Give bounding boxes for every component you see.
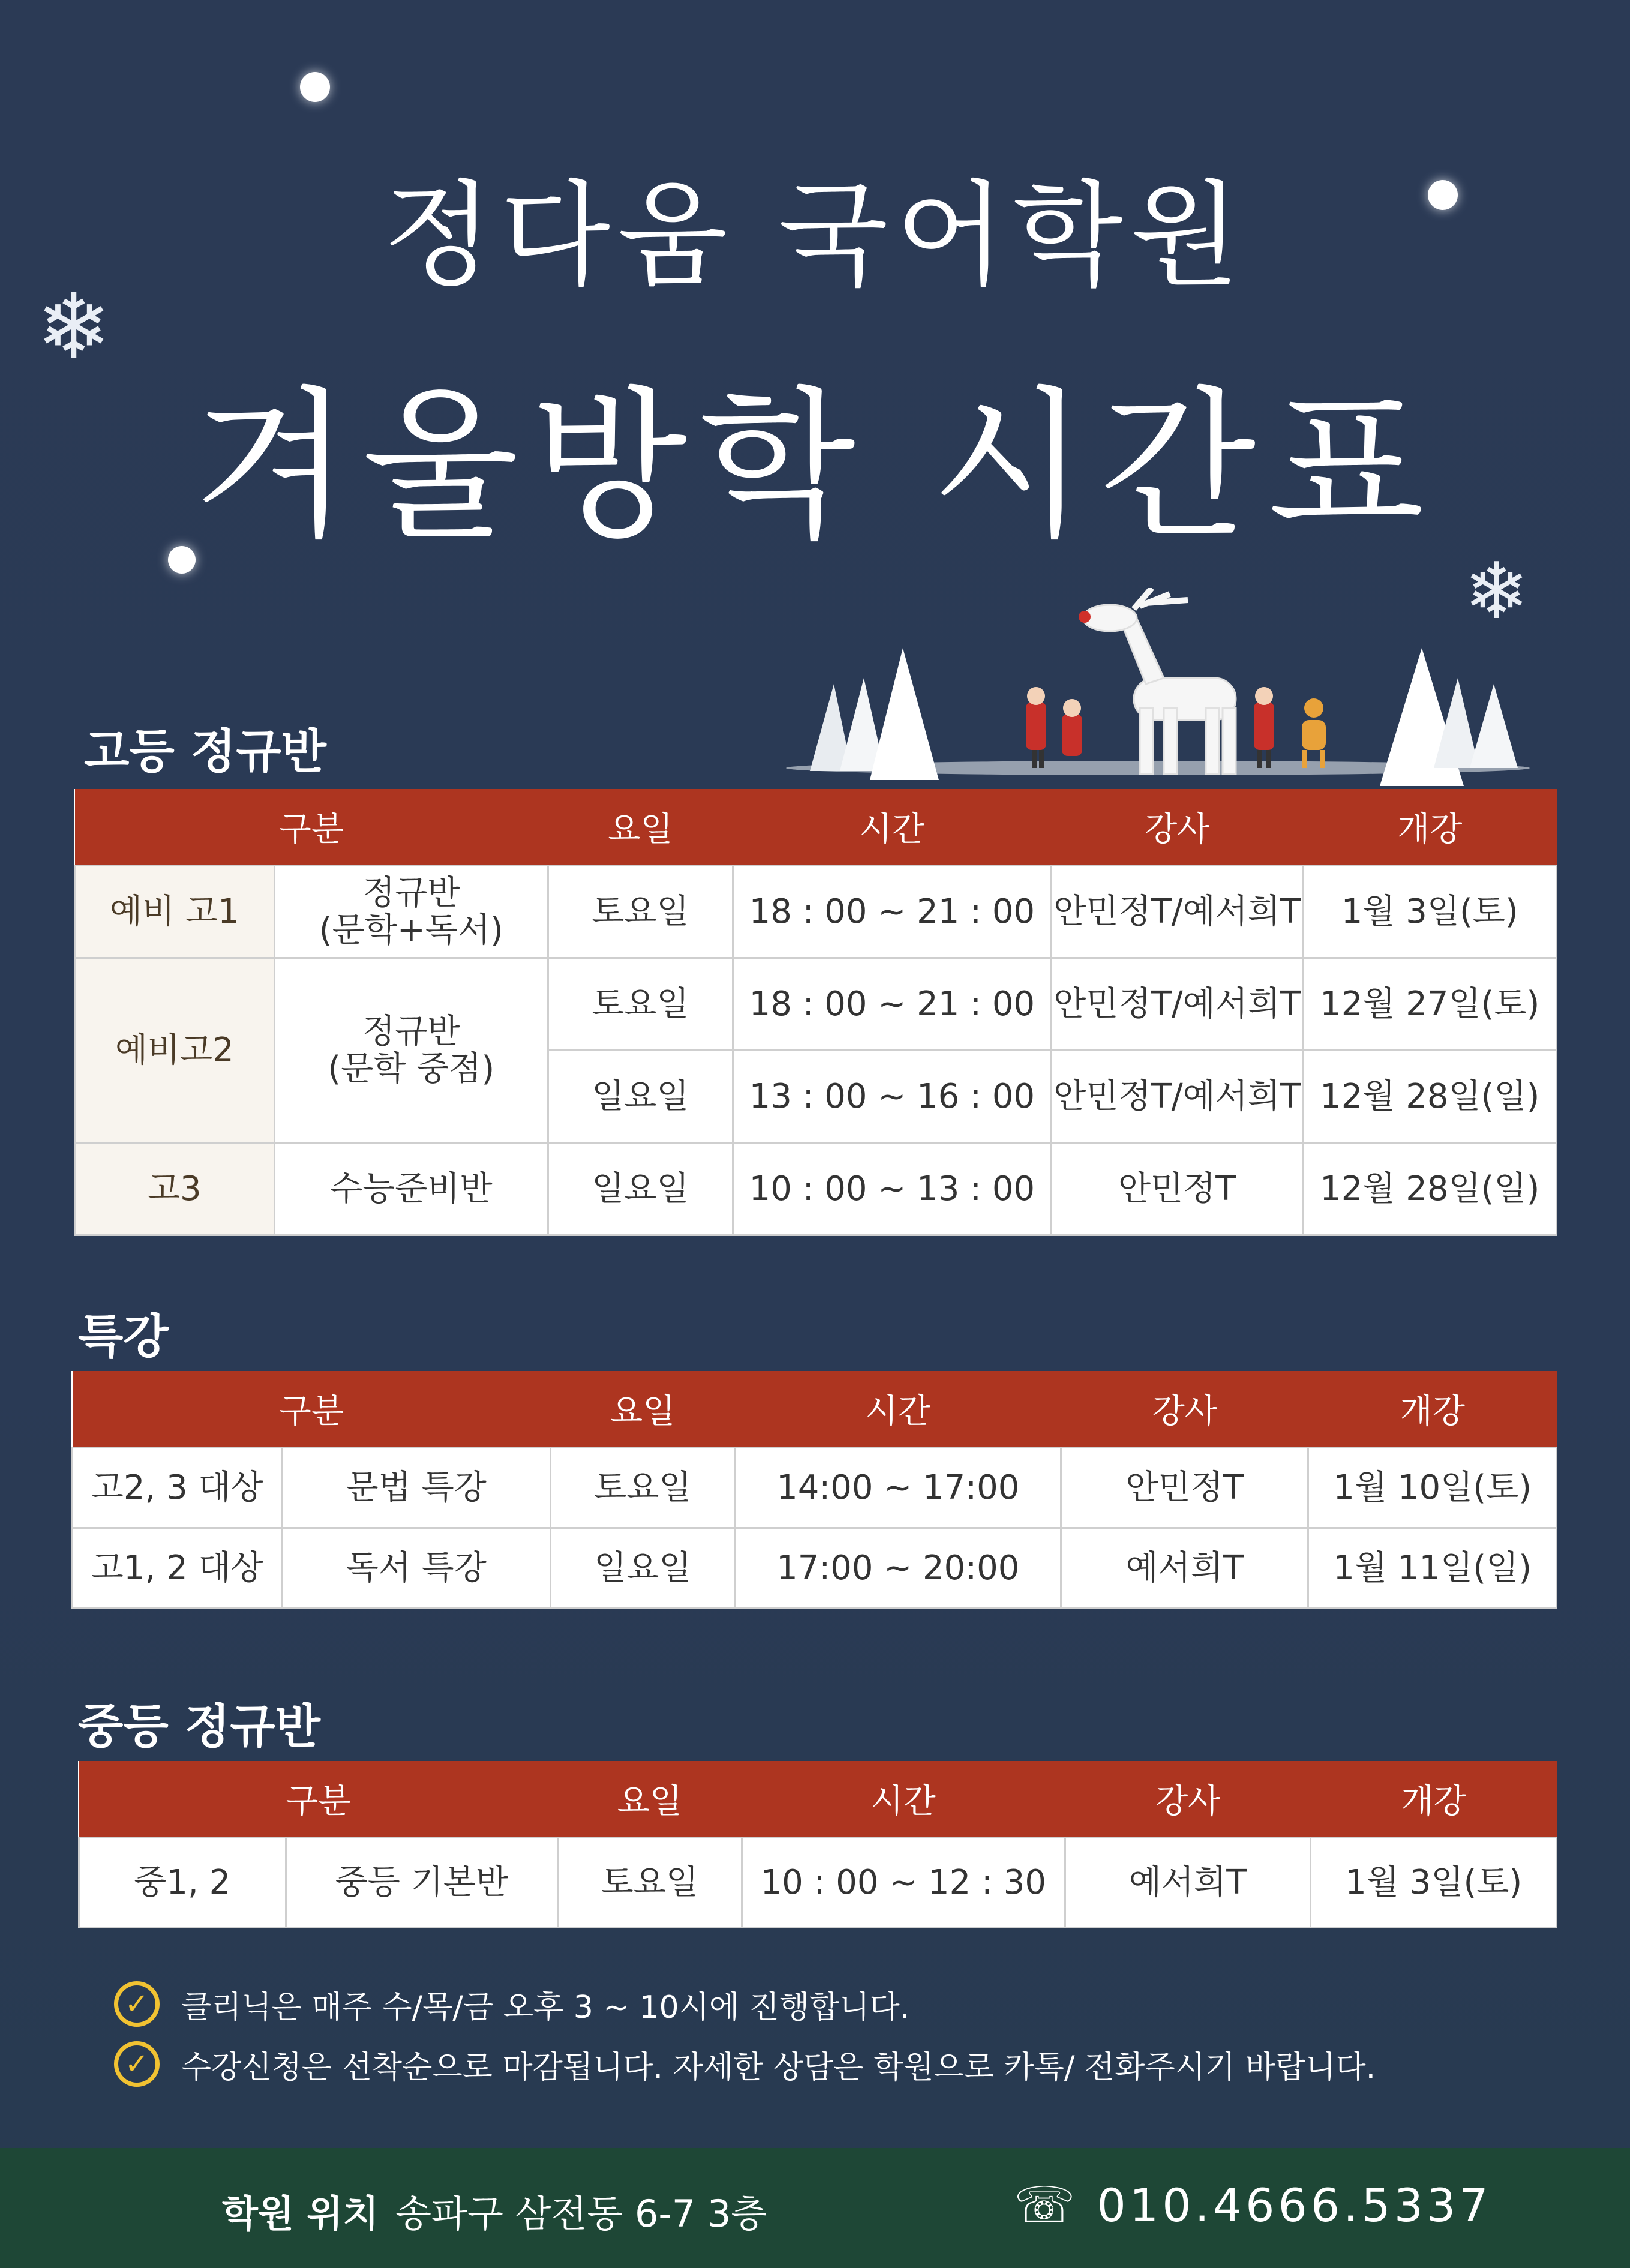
tree-icon [870, 648, 939, 780]
teacher-cell: 예서희T [1065, 1838, 1310, 1928]
header-day: 요일 [558, 1761, 742, 1838]
header-day: 요일 [550, 1371, 735, 1448]
section-title-middle-regular: 중등 정규반 [78, 1700, 320, 1754]
header-time: 시간 [742, 1761, 1065, 1838]
santa-icon [1254, 687, 1274, 768]
academy-name: 정다움 국어학원 [382, 169, 1248, 302]
phone-number: 010.4666.5337 [1097, 2179, 1492, 2232]
start-cell: 12월 27일(토) [1303, 958, 1557, 1051]
time-cell: 17:00 ~ 20:00 [735, 1528, 1061, 1609]
class-line: 정규반 [362, 873, 460, 913]
note-item [114, 1974, 1376, 2034]
teacher-cell: 안민정T/예서희T [1051, 866, 1302, 958]
class-line: 정규반 [362, 1012, 460, 1051]
check-circle-icon: ✓ [114, 2041, 160, 2087]
day-cell: 일요일 [548, 1051, 733, 1143]
class-cell: 중등 기본반 [286, 1838, 557, 1928]
header-start: 개강 [1303, 789, 1557, 866]
day-cell: 토요일 [548, 866, 733, 958]
table-row [73, 1528, 1557, 1609]
class-cell: 문법 특강 [282, 1448, 550, 1528]
header-start: 개강 [1311, 1761, 1557, 1838]
time-cell: 10 : 00 ~ 12 : 30 [742, 1838, 1065, 1928]
day-cell: 토요일 [550, 1448, 735, 1528]
grade-cell: 예비고2 [75, 958, 275, 1143]
note-text: 클리닉은 매주 수/목/금 오후 3 ~ 10시에 진행합니다. [181, 1989, 910, 2026]
class-cell: 독서 특강 [282, 1528, 550, 1609]
high-regular-table [74, 789, 1557, 1236]
table-header-row [79, 1761, 1557, 1838]
time-cell: 18 : 00 ~ 21 : 00 [733, 958, 1051, 1051]
start-cell: 12월 28일(일) [1303, 1051, 1557, 1143]
header-day: 요일 [548, 789, 733, 866]
class-line: (문학 중점) [328, 1049, 495, 1088]
location [222, 2184, 767, 2237]
notes-list [114, 1974, 1376, 2094]
teacher-cell: 안민정T [1061, 1448, 1308, 1528]
start-cell: 1월 10일(토) [1308, 1448, 1557, 1528]
day-cell: 일요일 [550, 1528, 735, 1609]
header-start: 개강 [1308, 1371, 1557, 1448]
header-time: 시간 [735, 1371, 1061, 1448]
class-line: (문학+독서) [319, 910, 503, 950]
special-table [71, 1371, 1557, 1609]
day-cell: 토요일 [558, 1838, 742, 1928]
time-cell: 14:00 ~ 17:00 [735, 1448, 1061, 1528]
grade-cell: 고1, 2 대상 [73, 1528, 283, 1609]
header-time: 시간 [733, 789, 1051, 866]
footer [0, 2148, 1630, 2268]
header-teacher: 강사 [1065, 1761, 1310, 1838]
teacher-cell: 안민정T/예서희T [1051, 958, 1302, 1051]
santa-icon [1062, 699, 1082, 756]
teacher-cell: 예서희T [1061, 1528, 1308, 1609]
header-teacher: 강사 [1061, 1371, 1308, 1448]
start-cell: 1월 3일(토) [1303, 866, 1557, 958]
section-title-high-regular: 고등 정규반 [84, 725, 326, 779]
grade-cell: 예비 고1 [75, 866, 275, 958]
table-header-row [75, 789, 1557, 866]
grade-cell: 중1, 2 [79, 1838, 286, 1928]
table-row [73, 1448, 1557, 1528]
start-cell: 1월 11일(일) [1308, 1528, 1557, 1609]
header-category: 구분 [79, 1761, 558, 1838]
start-cell: 12월 28일(일) [1303, 1143, 1557, 1235]
small-reindeer-icon [1302, 698, 1326, 768]
class-cell: 수능준비반 [274, 1143, 548, 1235]
note-text: 수강신청은 선착순으로 마감됩니다. 자세한 상담은 학원으로 카톡/ 전화주시기 바랍니다. [181, 2049, 1376, 2086]
table-header-row [73, 1371, 1557, 1448]
table-row [75, 958, 1557, 1051]
location-address: 송파구 삼전동 6-7 3층 [395, 2192, 767, 2236]
time-cell: 13 : 00 ~ 16 : 00 [733, 1051, 1051, 1143]
page-title: 겨울방학 시간표 [193, 371, 1437, 560]
teacher-cell: 안민정T [1051, 1143, 1302, 1235]
phone-icon: ☏ [1014, 2177, 1079, 2234]
header-teacher: 강사 [1051, 789, 1302, 866]
day-cell: 토요일 [548, 958, 733, 1051]
phone-contact[interactable] [1014, 2177, 1492, 2234]
middle-regular-table [78, 1761, 1557, 1928]
grade-cell: 고2, 3 대상 [73, 1448, 283, 1528]
time-cell: 10 : 00 ~ 13 : 00 [733, 1143, 1051, 1235]
winter-illustration [774, 588, 1560, 792]
day-cell: 일요일 [548, 1143, 733, 1235]
check-circle-icon: ✓ [114, 1981, 160, 2027]
teacher-cell: 안민정T/예서희T [1051, 1051, 1302, 1143]
grade-cell: 고3 [75, 1143, 275, 1235]
santa-icon [1026, 687, 1046, 768]
snowflake-icon: ❄ [1464, 545, 1529, 637]
table-row [75, 1143, 1557, 1235]
tree-icon [1470, 684, 1518, 768]
class-cell [274, 958, 548, 1143]
class-cell [274, 866, 548, 958]
note-item [114, 2034, 1376, 2094]
snowflake-icon: ❄ [36, 275, 112, 379]
time-cell: 18 : 00 ~ 21 : 00 [733, 866, 1051, 958]
start-cell: 1월 3일(토) [1311, 1838, 1557, 1928]
header-category: 구분 [73, 1371, 551, 1448]
location-label: 학원 위치 [222, 2192, 379, 2236]
table-row [75, 866, 1557, 958]
snow-dot [300, 72, 330, 102]
table-row [79, 1838, 1557, 1928]
section-title-special: 특강 [78, 1310, 169, 1364]
reindeer-icon [1083, 588, 1236, 774]
header-category: 구분 [75, 789, 548, 866]
